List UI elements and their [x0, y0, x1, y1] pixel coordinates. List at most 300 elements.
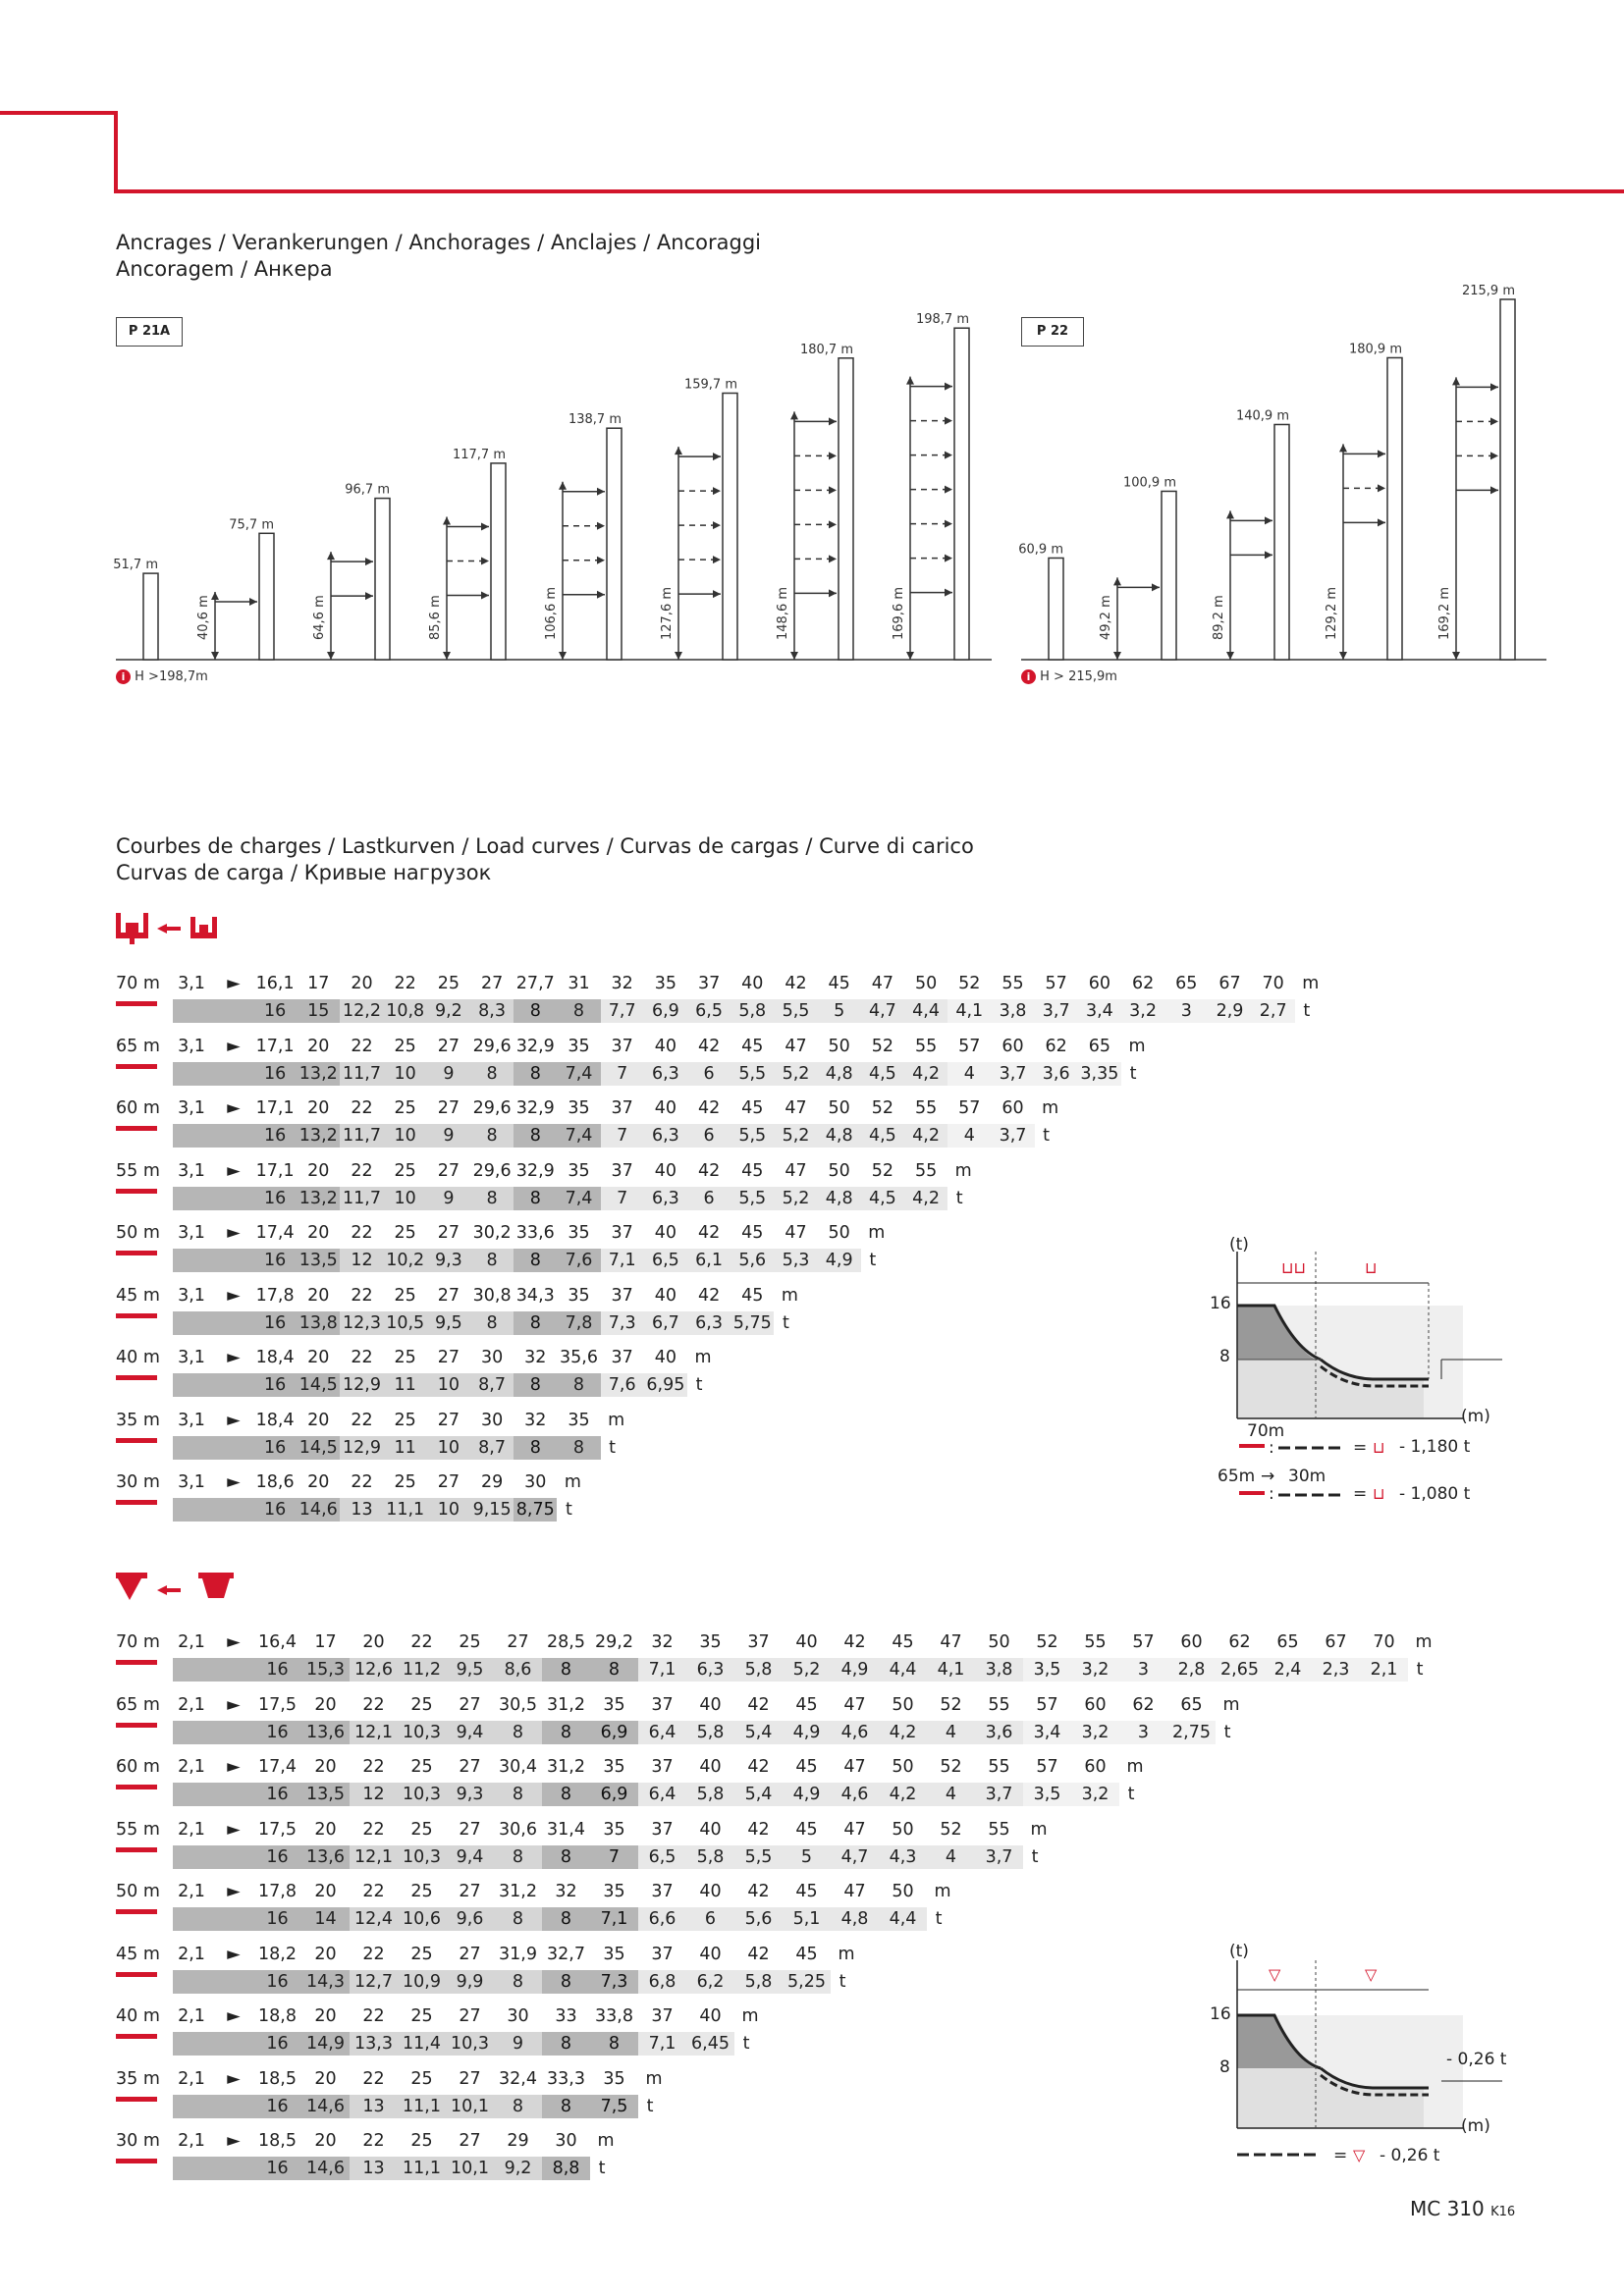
distance-value: 42 — [747, 1819, 770, 1840]
diag1-ylabel: (t) — [1229, 1235, 1249, 1255]
load-value: 12,3 — [340, 1311, 383, 1335]
load-value: 4,6 — [831, 1783, 879, 1806]
p21a-anchor-label: 148,6 m — [776, 586, 790, 640]
distance-value: 18,5 — [258, 2131, 297, 2151]
arrow-icon: ► — [227, 2131, 241, 2151]
load-value: 9,2 — [494, 2157, 542, 2180]
distance-value: 45 — [741, 1098, 764, 1118]
load-value: 4,2 — [879, 1783, 927, 1806]
load-value: 8 — [514, 1436, 557, 1460]
unit-m: m — [934, 1882, 951, 1901]
p22-height-label: 215,9 m — [1461, 283, 1515, 298]
distance-value: 20 — [314, 1757, 337, 1777]
p22-anchor-arrow — [1113, 652, 1121, 660]
load-value: 8 — [542, 1721, 590, 1744]
unit-m: m — [1222, 1694, 1240, 1715]
load-diagram-1 — [1208, 1232, 1522, 1507]
p21a-tie-arrow — [829, 589, 837, 597]
load-value: 8 — [494, 1907, 542, 1931]
distance-value: 52 — [871, 1160, 894, 1181]
load-value: 10 — [384, 1062, 427, 1086]
p21a-tie-arrow — [829, 417, 837, 425]
distance-value: 30,5 — [499, 1694, 537, 1715]
distance-value: 67 — [1218, 974, 1241, 993]
distance-value: 60 — [1084, 1757, 1107, 1777]
unit-m: m — [564, 1472, 581, 1492]
load-value: 4 — [927, 1721, 975, 1744]
p22-tie-arrow — [1490, 452, 1498, 459]
distance-value: 35 — [654, 974, 677, 993]
load-value: 5,5 — [734, 1845, 783, 1869]
load-value: 13,2 — [297, 1187, 340, 1210]
jib-length: 45 m — [116, 1285, 160, 1306]
p21a-anchor-arrow — [906, 377, 914, 385]
distance-value: 20 — [307, 1036, 330, 1056]
unit-t: t — [839, 1971, 846, 1992]
trolley-marker-icon — [116, 1500, 157, 1505]
distance-value: 32 — [524, 1348, 547, 1367]
jib-length: 55 m — [116, 1160, 160, 1181]
load-value: 3,8 — [991, 999, 1034, 1023]
load-bar — [173, 1436, 261, 1460]
svg-text:⊔: ⊔ — [1365, 1258, 1378, 1277]
distance-value: 52 — [871, 1098, 894, 1118]
distance-value: 20 — [314, 2006, 337, 2026]
load-value: 4 — [947, 1124, 991, 1148]
svg-text:▽: ▽ — [1269, 1965, 1281, 1984]
load-value: 6,45 — [686, 2032, 734, 2056]
load-value: 6,2 — [686, 1970, 734, 1994]
load-value: 3,4 — [1078, 999, 1121, 1023]
min-radius: 3,1 — [178, 1472, 205, 1492]
p21a-anchor-arrow — [559, 482, 567, 490]
min-radius: 2,1 — [178, 1944, 205, 1964]
distance-value: 57 — [1045, 974, 1067, 993]
distance-value: 45 — [795, 1819, 818, 1840]
distance-value: 27 — [437, 1098, 460, 1118]
min-radius: 3,1 — [178, 1098, 205, 1118]
distance-value: 60 — [1001, 1036, 1024, 1056]
distance-value: 37 — [651, 1944, 674, 1964]
arrow-icon: ► — [227, 1694, 241, 1715]
load-value: 16 — [253, 1658, 301, 1682]
svg-text:▽: ▽ — [1353, 2146, 1366, 2164]
unit-t: t — [695, 1375, 703, 1395]
load-value: 8,8 — [542, 2157, 590, 2180]
load-value: 10,3 — [446, 2032, 494, 2056]
load-value: 5,2 — [774, 1187, 817, 1210]
distance-value: 55 — [1001, 974, 1024, 993]
load-curves-title: Courbes de charges / Lastkurven / Load curves / Curvas de cargas / Curve di carico Curvas de carga / Кривые нагрузок — [116, 834, 974, 884]
p21a-label: P 21A — [116, 317, 183, 347]
load-value: 8,3 — [470, 999, 514, 1023]
distance-value: 37 — [651, 1819, 674, 1840]
load-value: 7,7 — [601, 999, 644, 1023]
distance-value: 30 — [524, 1472, 547, 1492]
min-radius: 3,1 — [178, 1285, 205, 1306]
distance-value: 40 — [699, 1944, 722, 1964]
load-value: 10,2 — [384, 1249, 427, 1272]
min-radius: 2,1 — [178, 2131, 205, 2151]
distance-value: 37 — [651, 1757, 674, 1777]
load-value: 3,7 — [1035, 999, 1078, 1023]
load-value: 4,4 — [879, 1907, 927, 1931]
load-value: 3,4 — [1023, 1721, 1071, 1744]
arrow-icon: ► — [227, 1882, 241, 1901]
min-radius: 2,1 — [178, 2068, 205, 2089]
svg-text:⊔: ⊔ — [1373, 1484, 1385, 1503]
load-value: 8 — [514, 1373, 557, 1397]
load-value: 8,7 — [470, 1373, 514, 1397]
load-value: 6 — [687, 1062, 731, 1086]
distance-value: 29,6 — [472, 1160, 512, 1181]
trolley-marker-icon — [116, 2034, 157, 2039]
unit-m: m — [1042, 1098, 1059, 1118]
unit-t: t — [598, 2159, 606, 2178]
load-value: 4,8 — [818, 1187, 861, 1210]
load-bar — [173, 1249, 261, 1272]
distance-value: 55 — [988, 1694, 1010, 1715]
load-value: 7,1 — [590, 1907, 638, 1931]
load-value: 4,9 — [818, 1249, 861, 1272]
load-value: 6,3 — [644, 1187, 687, 1210]
distance-value: 25 — [410, 2068, 433, 2089]
load-value: 8 — [514, 1249, 557, 1272]
trolley-marker-icon — [116, 1064, 157, 1069]
arrow-icon: ► — [227, 1098, 241, 1118]
distance-value: 25 — [394, 1348, 416, 1367]
load-value: 7,1 — [601, 1249, 644, 1272]
distance-value: 32,9 — [515, 1036, 555, 1056]
load-value: 8 — [542, 1845, 590, 1869]
load-value: 12,7 — [350, 1970, 398, 1994]
p22-label: P 22 — [1021, 317, 1084, 347]
distance-value: 32 — [651, 1632, 674, 1652]
anchorage-diagrams — [0, 283, 1624, 707]
load-value: 6,8 — [638, 1970, 686, 1994]
p21a-mast — [607, 428, 622, 660]
distance-value: 42 — [785, 974, 807, 993]
trolley-marker-icon — [116, 1909, 157, 1914]
distance-value: 40 — [795, 1632, 818, 1652]
distance-value: 33,3 — [547, 2068, 585, 2089]
jib-length: 60 m — [116, 1757, 160, 1777]
p22-anchor-arrow — [1226, 510, 1234, 518]
p21a-tie-arrow — [249, 598, 257, 606]
info-icon: i — [116, 669, 131, 684]
p21a-mast — [954, 328, 969, 660]
distance-value: 27 — [437, 1410, 460, 1430]
load-bar — [173, 2032, 261, 2056]
unit-t: t — [935, 1909, 943, 1929]
load-value: 16 — [253, 1187, 297, 1210]
distance-value: 35 — [568, 1285, 590, 1306]
jib-length: 55 m — [116, 1819, 160, 1840]
distance-value: 17,1 — [255, 1036, 295, 1056]
load-value: 6,4 — [638, 1721, 686, 1744]
load-value: 3 — [1119, 1658, 1167, 1682]
load-bar — [173, 1658, 261, 1682]
load-value: 7,5 — [590, 2095, 638, 2118]
unit-t: t — [1416, 1660, 1424, 1680]
p21a-mast — [723, 394, 737, 660]
p21a-anchor-arrow — [211, 592, 219, 600]
distance-value: 45 — [741, 1285, 764, 1306]
trolley-marker-icon — [116, 2159, 157, 2163]
load-value: 8 — [514, 1311, 557, 1335]
distance-value: 22 — [362, 1757, 385, 1777]
p21a-anchor-arrow — [443, 652, 451, 660]
load-value: 13,6 — [301, 1721, 350, 1744]
load-value: 3,2 — [1071, 1783, 1119, 1806]
distance-value: 18,8 — [258, 2006, 297, 2026]
p21a-height-label: 117,7 m — [452, 447, 506, 462]
unit-t: t — [609, 1437, 617, 1458]
p21a-mast — [491, 463, 506, 660]
distance-value: 50 — [892, 1882, 914, 1901]
distance-value: 62 — [1132, 1694, 1155, 1715]
p21a-mast — [375, 499, 390, 660]
load-value: 3 — [1119, 1721, 1167, 1744]
distance-value: 50 — [828, 1036, 850, 1056]
load-value: 5,5 — [731, 1187, 774, 1210]
distance-value: 31 — [568, 974, 590, 993]
load-value: 3,2 — [1071, 1721, 1119, 1744]
load-value: 7,4 — [557, 1062, 600, 1086]
unit-t: t — [1031, 1846, 1039, 1867]
p21a-anchor-label: 106,6 m — [544, 586, 559, 640]
distance-value: 32 — [524, 1410, 547, 1430]
distance-value: 40 — [741, 974, 764, 993]
distance-value: 29,6 — [472, 1036, 512, 1056]
trolley-marker-icon — [116, 1001, 157, 1006]
load-value: 6 — [687, 1187, 731, 1210]
distance-value: 37 — [611, 1160, 633, 1181]
arrow-icon: ► — [227, 1632, 241, 1652]
load-bar — [173, 1845, 261, 1869]
distance-value: 52 — [940, 1694, 962, 1715]
load-bar — [173, 2157, 261, 2180]
load-value: 5,6 — [731, 1249, 774, 1272]
load-value: 8 — [470, 1124, 514, 1148]
distance-value: 27 — [459, 1819, 481, 1840]
load-value: 2,9 — [1208, 999, 1251, 1023]
distance-value: 17,8 — [255, 1285, 295, 1306]
distance-value: 47 — [785, 1036, 807, 1056]
svg-text::: : — [1269, 1438, 1274, 1458]
distance-value: 32 — [611, 974, 633, 993]
distance-value: 45 — [741, 1160, 764, 1181]
distance-value: 55 — [914, 1036, 938, 1056]
svg-text:30m: 30m — [1288, 1467, 1326, 1486]
distance-value: 31,2 — [547, 1694, 585, 1715]
unit-m: m — [694, 1348, 712, 1367]
svg-text:(m): (m) — [1461, 2116, 1490, 2136]
p22-anchor-arrow — [1452, 377, 1460, 385]
distance-value: 35 — [699, 1632, 722, 1652]
load-value: 4,8 — [818, 1062, 861, 1086]
load-value: 5,8 — [686, 1721, 734, 1744]
load-value: 4,7 — [831, 1845, 879, 1869]
distance-value: 37 — [611, 1348, 633, 1367]
unit-m: m — [1126, 1757, 1144, 1777]
distance-value: 52 — [871, 1036, 894, 1056]
load-value: 9,9 — [446, 1970, 494, 1994]
p21a-mast — [259, 533, 274, 660]
distance-value: 17,1 — [255, 1098, 295, 1118]
distance-value: 55 — [914, 1098, 938, 1118]
load-value: 14 — [301, 1907, 350, 1931]
load-value: 4,8 — [818, 1124, 861, 1148]
load-value: 6,5 — [638, 1845, 686, 1869]
min-radius: 2,1 — [178, 1819, 205, 1840]
load-value: 8 — [470, 1187, 514, 1210]
distance-value: 17 — [314, 1632, 337, 1652]
unit-t: t — [1129, 1063, 1137, 1084]
distance-value: 31,9 — [499, 1944, 537, 1964]
load-value: 4,4 — [879, 1658, 927, 1682]
load-value: 8,7 — [470, 1436, 514, 1460]
distance-value: 25 — [410, 1694, 433, 1715]
load-bar — [173, 1187, 261, 1210]
load-value: 16 — [253, 2032, 301, 2056]
p22-anchor-label: 49,2 m — [1099, 595, 1113, 640]
p21a-anchor-arrow — [790, 411, 798, 419]
distance-value: 33,8 — [595, 2006, 633, 2026]
distance-value: 34,3 — [515, 1285, 555, 1306]
distance-value: 20 — [307, 1098, 330, 1118]
distance-value: 17,5 — [258, 1819, 297, 1840]
distance-value: 37 — [651, 1694, 674, 1715]
header-frame — [0, 0, 1624, 196]
distance-value: 40 — [699, 1819, 722, 1840]
distance-value: 22 — [362, 1819, 385, 1840]
load-value: 5,2 — [774, 1062, 817, 1086]
load-value: 6 — [687, 1124, 731, 1148]
distance-value: 22 — [351, 1160, 373, 1181]
p21a-tie-arrow — [945, 520, 952, 528]
distance-value: 18,6 — [255, 1472, 295, 1492]
unit-t: t — [782, 1312, 789, 1333]
load-value: 13,2 — [297, 1124, 340, 1148]
load-value: 6,6 — [638, 1907, 686, 1931]
distance-value: 17,1 — [255, 1160, 295, 1181]
load-bar — [173, 2095, 261, 2118]
load-bar — [173, 1062, 261, 1086]
distance-value: 47 — [940, 1632, 962, 1652]
load-bar — [173, 1970, 261, 1994]
load-value: 5 — [783, 1845, 831, 1869]
distance-value: 55 — [1084, 1632, 1107, 1652]
distance-value: 17,4 — [255, 1223, 295, 1243]
load-value: 3,6 — [975, 1721, 1023, 1744]
load-value: 5,75 — [731, 1311, 774, 1335]
trolley-marker-icon — [116, 1251, 157, 1255]
distance-value: 20 — [351, 974, 373, 993]
load-value: 6,3 — [686, 1658, 734, 1682]
load-value: 3 — [1164, 999, 1208, 1023]
p22-tie-arrow — [1378, 484, 1385, 492]
distance-value: 52 — [940, 1819, 962, 1840]
jib-length: 60 m — [116, 1098, 160, 1118]
distance-value: 33,6 — [515, 1223, 555, 1243]
p22-height-label: 60,9 m — [1018, 542, 1063, 558]
svg-text:⊔⊔: ⊔⊔ — [1281, 1258, 1306, 1277]
distance-value: 60 — [1084, 1694, 1107, 1715]
p21a-anchor-arrow — [790, 652, 798, 660]
distance-value: 35 — [603, 1819, 625, 1840]
distance-value: 37 — [611, 1036, 633, 1056]
trolley-marker-icon — [116, 1313, 157, 1318]
load-value: 4,9 — [783, 1721, 831, 1744]
p21a-anchor-arrow — [675, 447, 682, 454]
distance-value: 57 — [1036, 1757, 1058, 1777]
unit-t: t — [1303, 1001, 1311, 1021]
load-value: 5,5 — [731, 1062, 774, 1086]
load-value: 11,7 — [340, 1124, 383, 1148]
distance-value: 35,6 — [560, 1348, 598, 1367]
load-value: 6,1 — [687, 1249, 731, 1272]
p22-anchor-arrow — [1452, 652, 1460, 660]
distance-value: 55 — [988, 1819, 1010, 1840]
load-value: 13,8 — [297, 1311, 340, 1335]
trolley-marker-icon — [116, 1847, 157, 1852]
load-value: 12,1 — [350, 1845, 398, 1869]
distance-value: 37 — [747, 1632, 770, 1652]
unit-m: m — [1302, 974, 1320, 993]
load-value: 8 — [542, 2095, 590, 2118]
distance-value: 50 — [914, 974, 938, 993]
jib-length: 35 m — [116, 2068, 160, 2089]
p21a-tie-arrow — [829, 520, 837, 528]
load-value: 14,9 — [301, 2032, 350, 2056]
distance-value: 25 — [410, 2006, 433, 2026]
load-value: 7 — [601, 1124, 644, 1148]
distance-value: 35 — [568, 1098, 590, 1118]
load-value: 3,35 — [1078, 1062, 1121, 1086]
distance-value: 35 — [568, 1160, 590, 1181]
min-radius: 2,1 — [178, 1757, 205, 1777]
jib-length: 30 m — [116, 1472, 160, 1492]
load-value: 14,5 — [297, 1436, 340, 1460]
load-value: 16 — [253, 1249, 297, 1272]
distance-value: 45 — [795, 1694, 818, 1715]
p22-anchor-arrow — [1113, 577, 1121, 585]
distance-value: 28,5 — [547, 1632, 585, 1652]
distance-value: 47 — [785, 1223, 807, 1243]
distance-value: 47 — [843, 1757, 866, 1777]
distance-value: 35 — [568, 1223, 590, 1243]
distance-value: 25 — [410, 2131, 433, 2151]
p22-anchor-arrow — [1339, 652, 1347, 660]
load-value: 7,3 — [601, 1311, 644, 1335]
distance-value: 30,2 — [472, 1223, 512, 1243]
distance-value: 29 — [507, 2131, 529, 2151]
distance-value: 27 — [437, 1036, 460, 1056]
svg-text:16: 16 — [1210, 2004, 1231, 2024]
distance-value: 60 — [1001, 1098, 1024, 1118]
distance-value: 20 — [362, 1632, 385, 1652]
distance-value: 50 — [892, 1757, 914, 1777]
load-value: 9 — [427, 1187, 470, 1210]
load-value: 10 — [427, 1498, 470, 1522]
jib-length: 70 m — [116, 974, 160, 993]
distance-value: 18,4 — [255, 1410, 295, 1430]
load-value: 2,75 — [1167, 1721, 1216, 1744]
distance-value: 27 — [480, 974, 504, 993]
load-value: 7 — [601, 1187, 644, 1210]
svg-text:- 1,180 t: - 1,180 t — [1399, 1437, 1471, 1457]
